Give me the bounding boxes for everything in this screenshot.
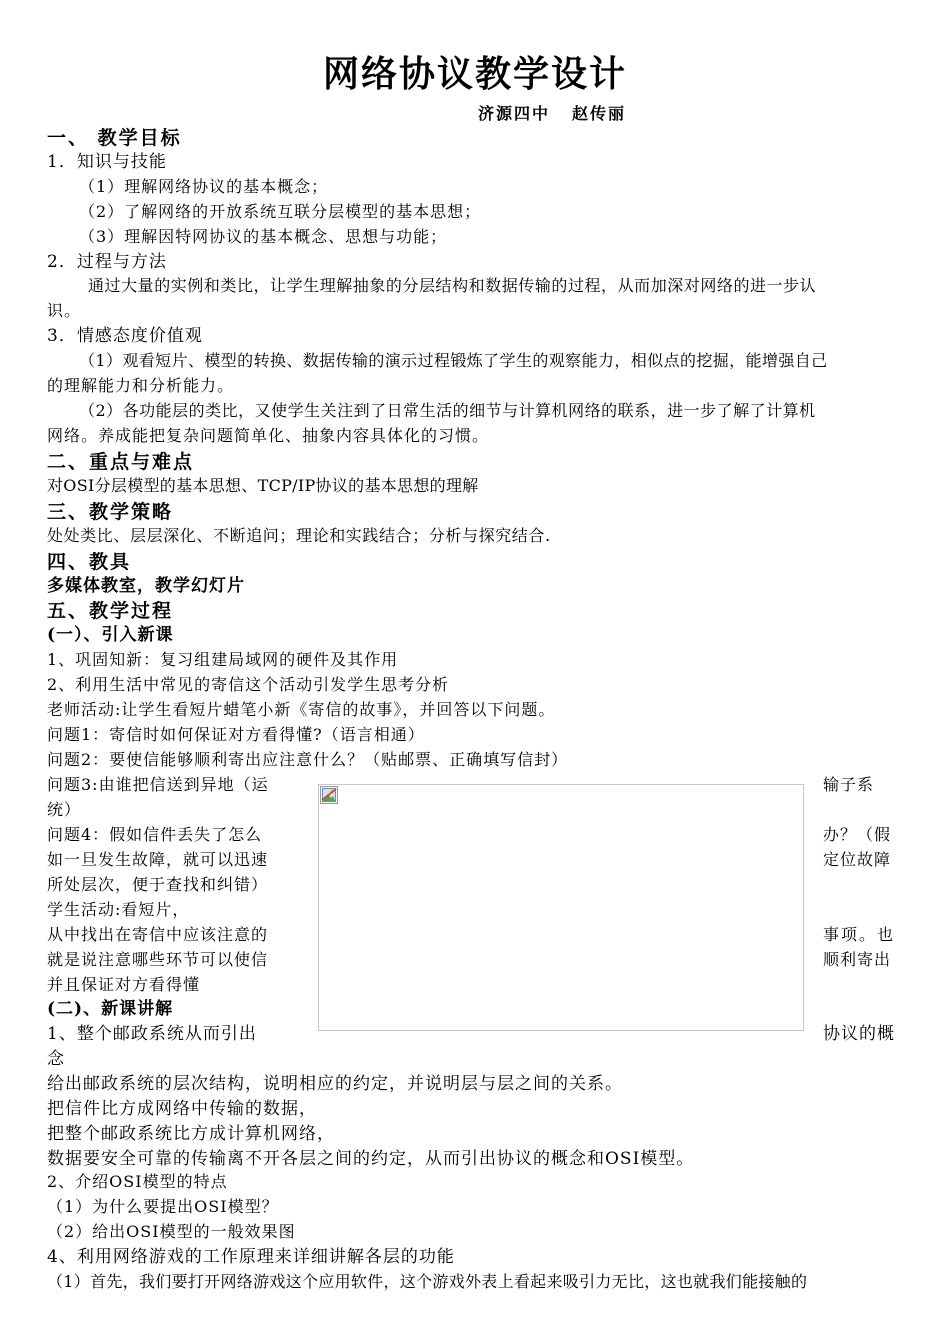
subsection-heading-new-lesson: (二)、新课讲解: [47, 999, 174, 1019]
text-line: 网络。养成能把复杂问题简单化、抽象内容具体化的习惯。: [47, 426, 490, 445]
text-line: （2）了解网络的开放系统互联分层模型的基本思想；: [79, 202, 482, 221]
section-heading-strategy: 三、教学策略: [47, 501, 174, 523]
author-school: 济源四中: [478, 104, 551, 123]
text-line: 协议的概: [823, 1024, 895, 1044]
section-heading-tools: 四、教具: [47, 551, 132, 573]
text-line: （1）观看短片、模型的转换、数据传输的演示过程锻炼了学生的观察能力，相似点的挖掘，能增强自己: [79, 351, 828, 370]
section-heading-goals: 一、 教学目标: [47, 127, 182, 149]
text-line: 统）: [47, 800, 82, 819]
text-line: 给出邮政系统的层次结构，说明相应的约定，并说明层与层之间的关系。: [47, 1074, 623, 1094]
text-line: 识。: [47, 301, 82, 320]
text-line: 问题4：假如信件丢失了怎么: [47, 825, 263, 844]
author-name: 赵传丽: [572, 104, 627, 123]
text-line: 把信件比方成网络中传输的数据，: [47, 1099, 317, 1119]
text-line: 问题1：寄信时如何保证对方看得懂?（语言相通）: [47, 725, 425, 744]
text-line: （2）给出OSI模型的一般效果图: [47, 1222, 296, 1241]
image-placeholder: [318, 784, 804, 1031]
text-line: 学生活动:看短片，: [47, 900, 190, 919]
broken-image-icon: [320, 786, 338, 804]
text-line: 事项。也: [823, 925, 896, 944]
text-line: 从中找出在寄信中应该注意的: [47, 925, 269, 944]
text-line: 的理解能力和分析能力。: [47, 376, 235, 395]
text-line: 办？（假: [823, 825, 892, 844]
text-line: （1）理解网络协议的基本概念；: [79, 177, 329, 196]
text-line: （2）各功能层的类比，又使学生关注到了日常生活的细节与计算机网络的联系，进一步了解了计算机: [79, 401, 816, 420]
text-line: 处处类比、层层深化、不断追问；理论和实践结合；分析与探究结合.: [47, 526, 551, 545]
text-line: 2、利用生活中常见的寄信这个活动引发学生思考分析: [47, 675, 450, 694]
text-line: （1）为什么要提出OSI模型？: [47, 1197, 279, 1216]
text-line: 如一旦发生故障，就可以迅速: [47, 850, 269, 869]
text-line: 老师活动:让学生看短片蜡笔小新《寄信的故事》，并回答以下问题。: [47, 700, 556, 719]
section-heading-key-points: 二、重点与难点: [47, 451, 195, 473]
author-line: [478, 101, 626, 124]
text-line: 问题3:由谁把信送到异地（运: [47, 775, 269, 794]
text-line: 1．知识与技能: [47, 152, 167, 172]
text-line: （3）理解因特网协议的基本概念、思想与功能；: [79, 227, 448, 246]
text-line: 问题2：要使信能够顺利寄出应注意什么？（贴邮票、正确填写信封）: [47, 750, 569, 769]
text-line: 念: [47, 1049, 65, 1069]
text-line: 多媒体教室，教学幻灯片: [47, 576, 245, 596]
text-line: 4、利用网络游戏的工作原理来详细讲解各层的功能: [47, 1247, 455, 1267]
text-line: 通过大量的实例和类比，让学生理解抽象的分层结构和数据传输的过程，从而加深对网络的进一步认: [88, 276, 817, 295]
text-line: （1）首先，我们要打开网络游戏这个应用软件，这个游戏外表上看起来吸引力无比，这也就我们能接触的: [47, 1272, 808, 1291]
section-heading-process: 五、教学过程: [47, 600, 174, 622]
text-line: 2、介绍OSI模型的特点: [47, 1172, 228, 1191]
text-line: 顺利寄出: [823, 950, 892, 969]
text-line: 对OSI分层模型的基本思想、TCP/IP协议的基本思想的理解: [47, 476, 479, 495]
text-line: 并且保证对方看得懂: [47, 975, 201, 994]
text-line: 数据要安全可靠的传输离不开各层之间的约定，从而引出协议的概念和OSI模型。: [47, 1149, 695, 1169]
text-line: 2．过程与方法: [47, 252, 167, 272]
subsection-heading-intro: (一）、引入新课: [47, 625, 174, 645]
text-line: 定位故障: [823, 850, 892, 869]
text-line: 1、整个邮政系统从而引出: [47, 1024, 257, 1044]
text-line: 就是说注意哪些环节可以使信: [47, 950, 269, 969]
text-line: 1、巩固知新：复习组建局域网的硬件及其作用: [47, 650, 399, 669]
text-line: 所处层次，便于查找和纠错）: [47, 875, 269, 894]
text-line: 输子系: [823, 775, 875, 794]
text-line: 3．情感态度价值观: [47, 326, 203, 346]
page-title: 网络协议教学设计: [322, 54, 627, 95]
text-line: 把整个邮政系统比方成计算机网络，: [47, 1124, 335, 1144]
